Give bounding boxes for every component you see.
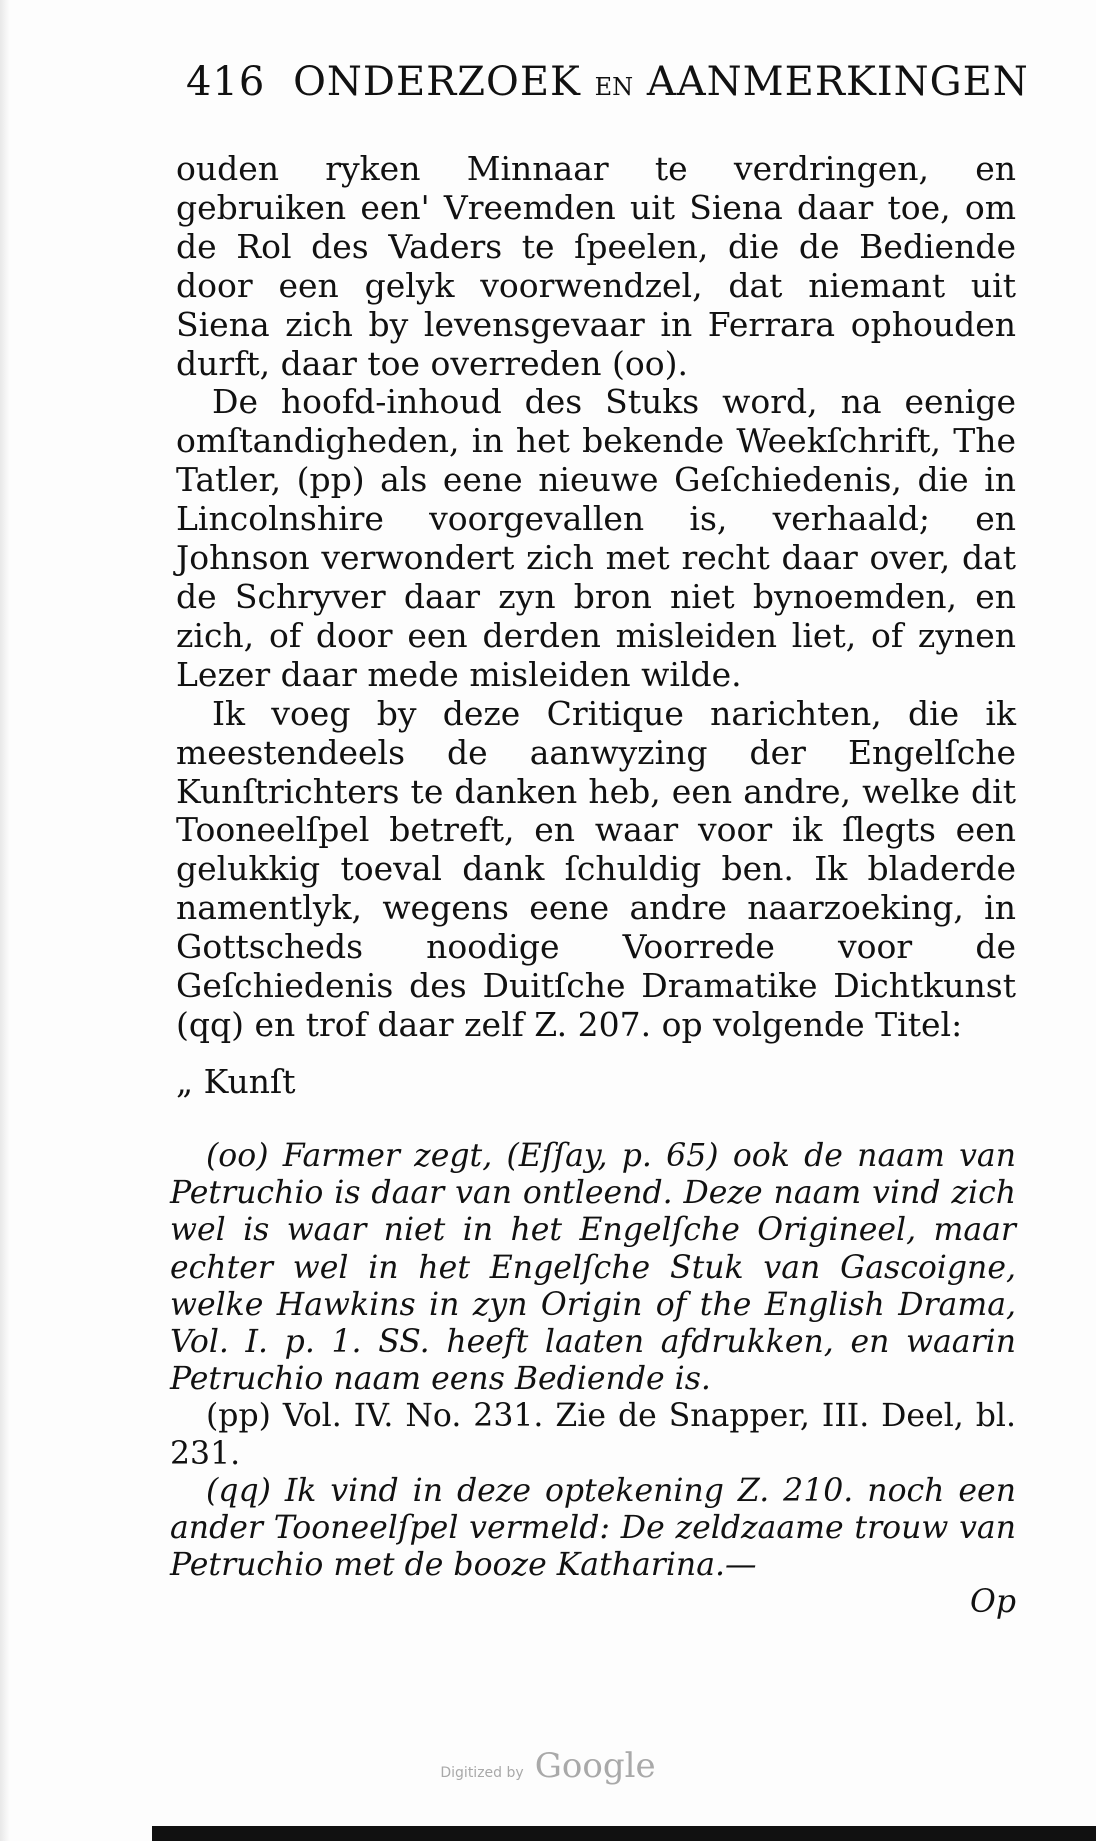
footnote-qq: (qq) Ik vind in deze optekening Z. 210. noch een ander Tooneelſpel vermeld: De zeldzaame trouw van Petruchio met de booze Katharina.—: [170, 1472, 1016, 1584]
page-edge-shadow: [0, 0, 10, 1841]
digitization-credit: [0, 1746, 1096, 1786]
catchword: „ Kunſt: [176, 1061, 296, 1101]
google-logo-text: Google: [534, 1746, 656, 1786]
digitized-by-text: Digitized by: [440, 1765, 524, 1781]
footnote-catchword: Op: [970, 1584, 1016, 1621]
footnotes: [170, 1138, 1016, 1622]
footnote-pp: (pp) Vol. IV. No. 231. Zie de Snapper, III. Deel, bl. 231.: [170, 1398, 1016, 1472]
scan-bottom-edge: [152, 1826, 1096, 1841]
paragraph-1: ouden ryken Minnaar te verdringen, en gebruiken een' Vreemden uit Siena daar toe, om de Rol des Vaders te ſpeelen, die de Bediende door een gelyk voorwendzel, dat niemant uit Siena zich by levensgevaar in Ferrara ophouden durft, daar toe overreden (oo).: [176, 149, 1016, 383]
main-text: [176, 150, 1016, 1102]
header-title-part2: AANMERKINGEN: [646, 59, 1029, 105]
page-number: 416: [186, 59, 266, 105]
header-title-part1: ONDERZOEK: [293, 59, 581, 105]
header-title-en: EN: [594, 73, 634, 101]
running-header: [186, 58, 1029, 111]
paragraph-2: De hoofd-inhoud des Stuks word, na eenige omſtandigheden, in het bekende Weekſchrift, The Tatler, (pp) als eene nieuwe Geſchiedenis, die in Lincolnshire voorgevallen is, verhaald; en Johnson verwondert zich met recht daar over, dat de Schryver daar zyn bron niet bynoemden, en zich, of door een derden misleiden liet, of zynen Lezer daar mede misleiden wilde.: [176, 382, 1016, 694]
paragraph-3: Ik voeg by deze Critique narichten, die ik meestendeels de aanwyzing der Engelſche Kunſtrichters te danken heb, een andre, welke dit Tooneelſpel betreft, en waar voor ik ſlegts een gelukkig toeval dank ſchuldig ben. Ik bladerde namentlyk, wegens eene andre naarzoeking, in Gottscheds noodige Voorrede voor de Geſchiedenis des Duitſche Dramatike Dichtkunst (qq) en trof daar zelf Z. 207. op volgende Titel:: [176, 693, 1016, 1044]
footnote-oo: (oo) Farmer zegt, (Eſſay, p. 65) ook de naam van Petruchio is daar van ontleend. Deze naam vind zich wel is waar niet in het Engelſche Origineel, maar echter wel in het Engelſche Stuk van Gascoigne, welke Hawkins in zyn Origin of the English Drama, Vol. I. p. 1. SS. heeft laaten afdrukken, en waarin Petruchio naam eens Bediende is.: [170, 1138, 1016, 1398]
